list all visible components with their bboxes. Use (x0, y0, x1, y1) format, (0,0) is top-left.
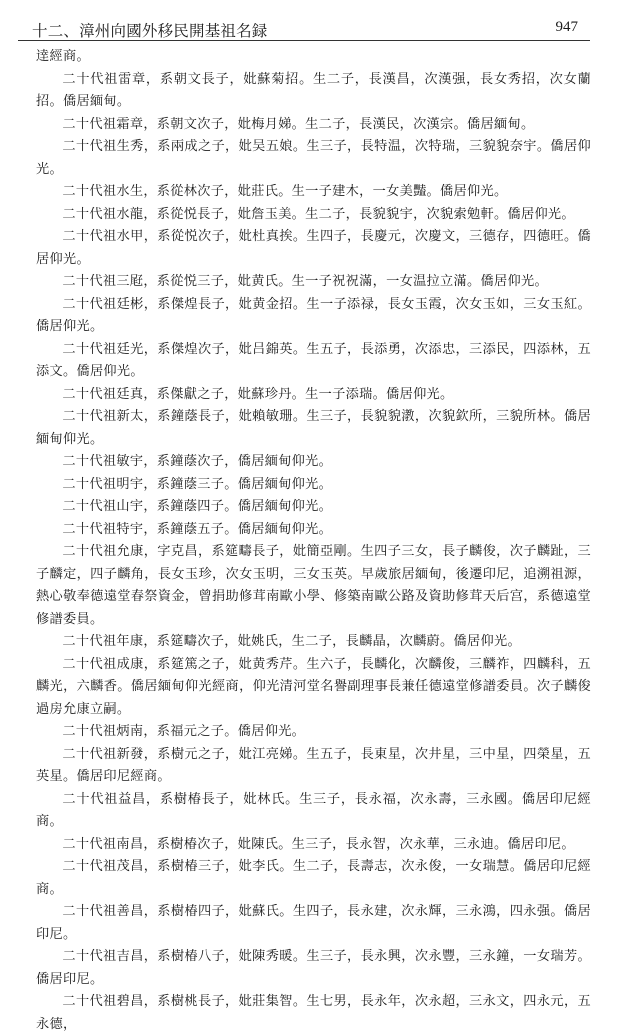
entry: 二十代祖特宇，系鐘蔭五子。僑居緬甸仰光。 (62, 521, 333, 537)
entry: 二十代祖善昌，系樹椿四子，妣蘇氏。生四子，長永建，次永輝，三永鴻，四永强。僑居印尼。 (36, 904, 591, 942)
entry: 二十代祖生秀，系兩成之子，妣吴五娘。生三子，長特温，次特瑞，三貌貌奈宇。僑居仰光。 (36, 139, 591, 177)
entry: 二十代祖水生，系從林次子，妣莊氏。生一子建木，一女美豔。僑居仰光。 (62, 184, 508, 199)
entry: 二十代祖新發，系樹元之子，妣江亮娣。生五子，長東星，次井星，三中星，四榮星，五英星。僑居印尼經商。 (36, 746, 591, 784)
entry: 二十代祖水龍，系從悦長子，妣詹玉美。生二子，長貌貌宇，次貌索勉軒。僑居仰光。 (62, 206, 575, 222)
entry: 二十代祖水甲，系從悦次子，妣杜真挨。生四子，長慶元，次慶文，三德存，四德旺。僑居仰光。 (36, 229, 591, 267)
entry: 二十代祖南昌，系樹椿次子，妣陳氏。生三子，長永智，次永華，三永迪。僑居印尼。 (62, 836, 575, 852)
entry: 二十代祖敏宇，系鐘蔭次子，僑居緬甸仰光。 (62, 454, 333, 469)
entry: 二十代祖炳南，系福元之子。僑居仰光。 (62, 724, 306, 739)
entry: 二十代祖廷彬，系傑煌長子，妣黄金招。生一子添禄，長女玉霞，次女玉如，三女玉紅。僑居仰光。 (36, 296, 591, 334)
entry: 二十代祖碧昌，系樹桃長子，妣莊集智。生七男，長永年，次永超，三永文，四永元，五永德， (36, 994, 591, 1032)
chapter-title: 十二、漳州向國外移民開基祖名録 (32, 22, 268, 40)
entry: 二十代祖新太，系鐘蔭長子，妣賴敏珊。生三子，長貌貌漖，次貌欽所，三貌所林。僑居緬甸仰光。 (36, 409, 591, 447)
page-number: 947 (555, 19, 578, 35)
entry: 二十代祖益昌，系樹椿長子，妣林氏。生三子，長永福，次永壽，三永國。僑居印尼經商。 (36, 791, 591, 829)
entry: 二十代祖霜章，系朝文次子，妣梅月娣。生二子，長漢民，次漢宗。僑居緬甸。 (62, 116, 535, 132)
entry-continuation: 逹經商。 (36, 49, 90, 64)
entry: 二十代祖明宇，系鐘蔭三子。僑居緬甸仰光。 (62, 476, 333, 492)
entry: 二十代祖吉昌，系樹椿八子，妣陳秀暖。生三子，長永興，次永豐，三永鐘，一女瑞芳。僑居印尼。 (36, 949, 591, 987)
entry: 二十代祖允康，字克昌，系筵疇長子，妣簡亞剛。生四子三女，長子麟俊，次子麟趾，三子麟定，四子麟角，長女玉珍，次女玉明，三女玉英。早歲旅居緬甸，後遷印尼，追溯祖源，熱心敬奉德遠堂春祭資金，曾捐助修茸南歐小學、修築南歐公路及資助修茸天后宫，系德遠堂修譜委員。 (36, 544, 591, 627)
entry: 二十代祖三屘，系從悦三子，妣黄氏。生一子祝祝滿，一女温拉立滿。僑居仰光。 (62, 274, 548, 289)
header-rule (18, 40, 590, 41)
entry: 二十代祖雷章，系朝文長子，妣蘇菊招。生二子，長漢昌，次漢强，長女秀招，次女蘭招。僑居緬甸。 (36, 71, 591, 109)
entry: 二十代祖成康，系筵篤之子，妣黄秀芹。生六子，長麟化，次麟俊，三麟祚，四麟科，五麟光，六麟香。僑居緬甸仰光經商，仰光清河堂名譽副理事長兼任德遠堂修譜委員。次子麟俊過房允康立嗣。 (36, 656, 591, 717)
entry: 二十代祖山宇，系鐘蔭四子。僑居緬甸仰光。 (62, 499, 333, 514)
entry: 二十代祖廷真，系傑獻之子，妣蘇珍丹。生一子添瑞。僑居仰光。 (62, 386, 454, 402)
entry: 二十代祖年康，系筵疇次子，妣姚氏，生二子，長麟晶，次麟蔚。僑居仰光。 (62, 634, 521, 649)
entry: 二十代祖廷光，系傑煌次子，妣吕錦英。生五子，長添勇，次添忠，三添民，四添林，五添文。僑居仰光。 (36, 341, 591, 379)
document-body (36, 46, 591, 1036)
page-header (18, 17, 608, 39)
entry: 二十代祖茂昌，系樹椿三子，妣李氏。生二子，長壽志，次永俊，一女瑞慧。僑居印尼經商。 (36, 859, 591, 897)
